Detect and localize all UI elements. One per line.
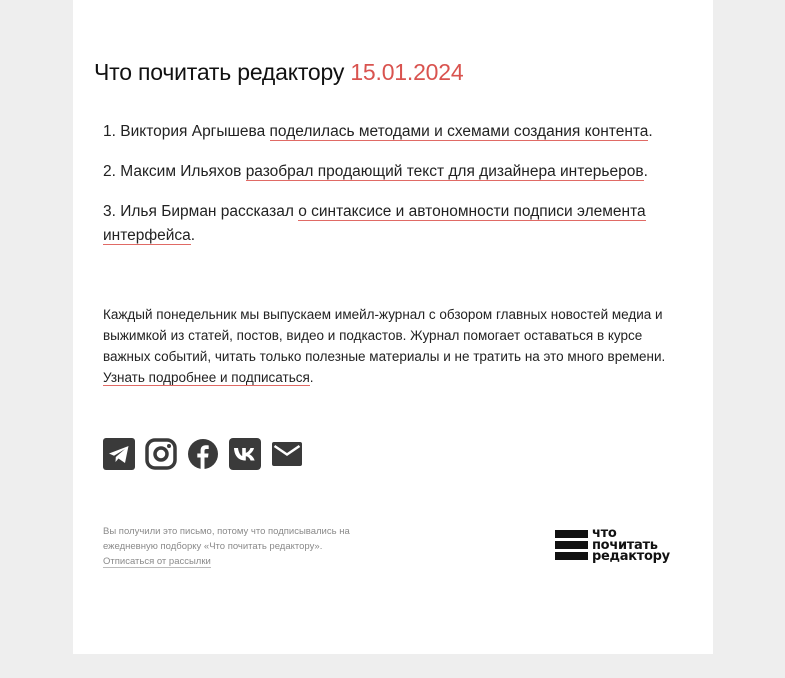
telegram-icon[interactable]	[103, 438, 135, 470]
item-author: Илья Бирман рассказал	[120, 203, 294, 220]
item-author: Виктория Аргышева	[120, 123, 266, 140]
article-list	[103, 120, 688, 264]
social-links	[103, 438, 303, 470]
vk-icon[interactable]	[229, 438, 261, 470]
list-item	[103, 120, 688, 144]
item-author: Максим Ильяхов	[120, 163, 242, 180]
list-item	[103, 200, 688, 248]
newsletter-description	[103, 304, 685, 388]
description-text: Каждый понедельник мы выпускаем имейл-журнал с обзором главных новостей медиа и выжимкой из статей, постов, видео и подкастов. Журнал помогает оставаться в курсе важных событий, читать только полезные материалы и не тратить на это много времени.	[103, 307, 666, 364]
article-link[interactable]: о синтаксисе и автономности подписи элемента интерфейса	[103, 203, 646, 244]
logo-line: почитать	[592, 537, 658, 553]
logo-line: что	[592, 526, 617, 541]
list-item	[103, 160, 688, 184]
title-date: 15.01.2024	[350, 59, 464, 85]
subscribe-link[interactable]: Узнать подробнее и подписаться	[103, 370, 310, 385]
title-text: Что почитать редактору	[94, 59, 345, 85]
footer-note	[103, 524, 393, 569]
item-number: 2.	[103, 163, 116, 180]
article-link[interactable]: поделилась методами и схемами создания контента	[269, 123, 649, 140]
unsubscribe-link[interactable]: Отписаться от рассылки	[103, 556, 211, 567]
page-title	[94, 59, 463, 86]
logo-text	[592, 528, 670, 563]
logo-line: редактору	[592, 549, 670, 564]
logo-mark-icon	[555, 530, 588, 560]
footer-text: Вы получили это письмо, потому что подписывались на ежедневную подборку «Что почитать редактору».	[103, 526, 350, 552]
item-suffix: .	[190, 227, 196, 244]
email-card	[73, 0, 713, 654]
item-number: 3.	[103, 203, 116, 220]
mail-icon[interactable]	[271, 438, 303, 470]
item-number: 1.	[103, 123, 116, 140]
item-suffix: .	[643, 163, 648, 180]
facebook-icon[interactable]	[187, 438, 219, 470]
article-link[interactable]: разобрал продающий текст для дизайнера интерьеров	[245, 163, 644, 180]
logo	[555, 528, 670, 563]
item-suffix: .	[648, 123, 653, 140]
instagram-icon[interactable]	[145, 438, 177, 470]
description-suffix: .	[309, 370, 314, 385]
